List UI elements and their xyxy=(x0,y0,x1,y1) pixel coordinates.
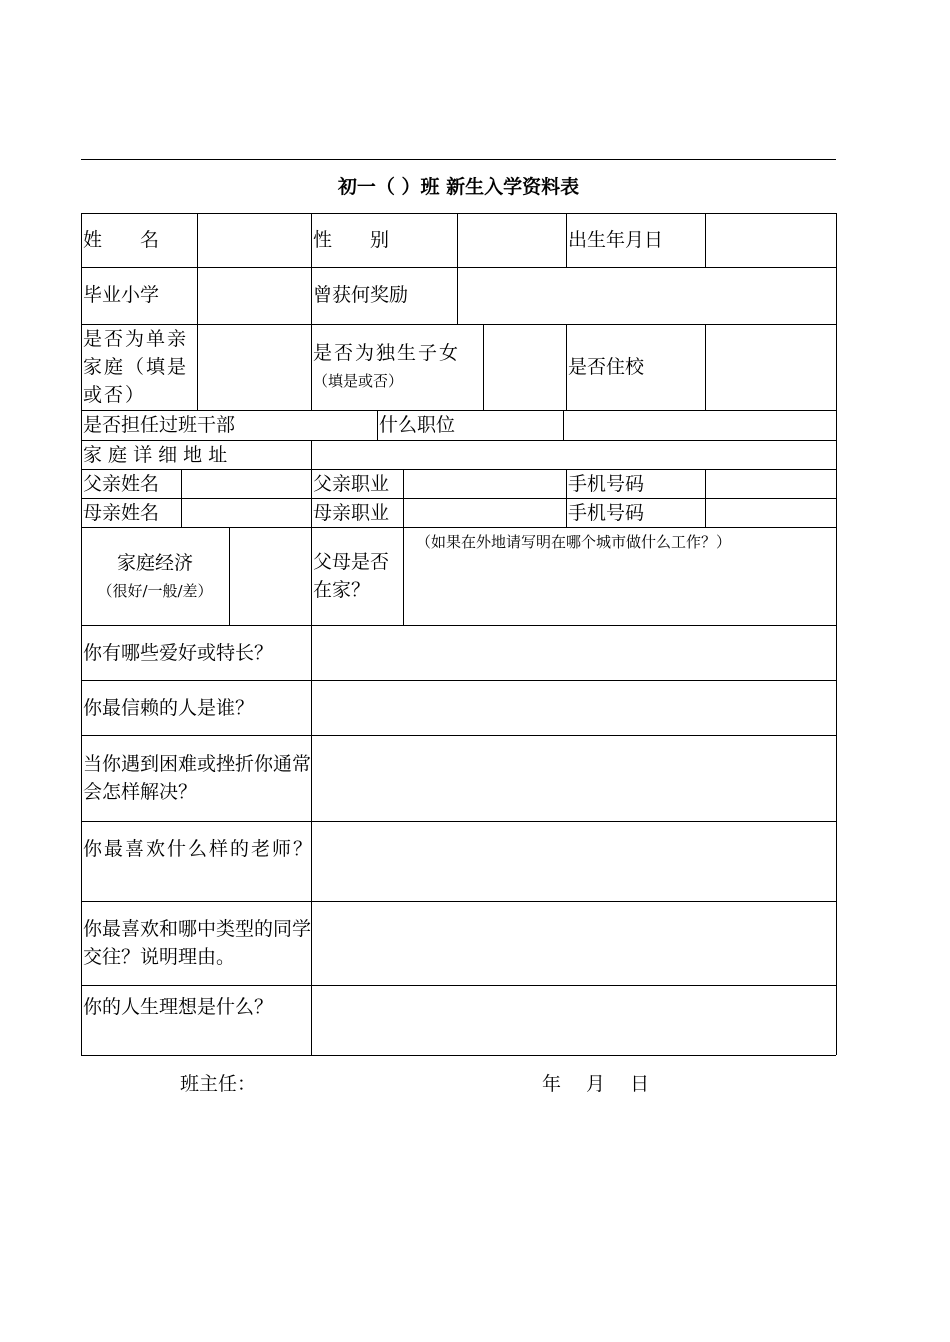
only-child-hint: （填是或否） xyxy=(313,372,404,390)
grid-line xyxy=(81,267,836,268)
grid-line xyxy=(483,324,484,410)
grid-line xyxy=(229,527,230,625)
economy-label: 家庭经济 xyxy=(116,552,193,574)
grid-line xyxy=(705,324,706,410)
grid-line xyxy=(81,527,836,528)
grid-line xyxy=(81,680,836,681)
question-difficulties: 当你遇到困难或挫折你通常会怎样解决？ xyxy=(83,753,312,803)
form-title: 初一（ ）班 新生入学资料表 xyxy=(337,176,580,198)
grid-line xyxy=(81,213,836,214)
grid-line xyxy=(705,213,706,267)
grid-line xyxy=(377,410,378,440)
grid-line xyxy=(705,469,706,527)
address-label: 家 庭 详 细 地 址 xyxy=(83,444,228,466)
question-friends: 你最喜欢和哪中类型的同学交往？说明理由。 xyxy=(83,918,312,968)
grid-line xyxy=(81,469,836,470)
enrollment-form xyxy=(81,213,837,1056)
grid-line xyxy=(563,410,564,440)
single-parent-label: 是否为单亲家庭（填是或否） xyxy=(83,328,189,406)
grid-line xyxy=(566,324,567,410)
mother-name-label: 母亲姓名 xyxy=(83,502,160,524)
question-trusted-person: 你最信赖的人是谁？ xyxy=(83,697,255,719)
grid-line xyxy=(311,213,312,410)
parents-work-hint: （如果在外地请写明在哪个城市做什么工作？） xyxy=(416,533,732,551)
top-rule xyxy=(81,159,836,160)
father-name-label: 父亲姓名 xyxy=(83,473,160,495)
father-phone-label: 手机号码 xyxy=(568,473,645,495)
position-label: 什么职位 xyxy=(379,414,456,436)
gender-label: 性 别 xyxy=(313,229,390,251)
question-favorite-teacher: 你最喜欢什么样的老师？ xyxy=(83,838,315,860)
grid-line xyxy=(181,469,182,527)
mother-job-label: 母亲职业 xyxy=(313,502,390,524)
question-hobbies: 你有哪些爱好或特长？ xyxy=(83,642,274,664)
teacher-label: 班主任： xyxy=(180,1073,257,1095)
grid-line xyxy=(81,985,836,986)
grid-line xyxy=(81,625,836,626)
grid-line xyxy=(81,498,836,499)
father-job-label: 父亲职业 xyxy=(313,473,390,495)
name-label: 姓 名 xyxy=(83,229,160,251)
parents-home-label: 父母是否在家？ xyxy=(313,551,390,601)
grid-line xyxy=(566,213,567,267)
grid-line xyxy=(836,213,837,1055)
awards-label: 曾获何奖励 xyxy=(313,284,409,306)
grid-line xyxy=(81,1055,836,1056)
question-life-goal: 你的人生理想是什么？ xyxy=(83,996,274,1018)
grid-line xyxy=(566,469,567,527)
birth-label: 出生年月日 xyxy=(568,229,664,251)
grid-line xyxy=(457,213,458,324)
boarding-label: 是否住校 xyxy=(568,356,645,378)
primary-school-label: 毕业小学 xyxy=(83,284,160,306)
only-child-label: 是否为独生子女 xyxy=(313,342,461,364)
grid-line xyxy=(81,901,836,902)
mother-phone-label: 手机号码 xyxy=(568,502,645,524)
grid-line xyxy=(81,735,836,736)
date-label: 年 月 日 xyxy=(542,1073,650,1095)
grid-line xyxy=(81,821,836,822)
economy-hint: （很好/一般/差） xyxy=(97,582,213,600)
grid-line xyxy=(81,213,82,1055)
class-cadre-label: 是否担任过班干部 xyxy=(83,414,236,436)
